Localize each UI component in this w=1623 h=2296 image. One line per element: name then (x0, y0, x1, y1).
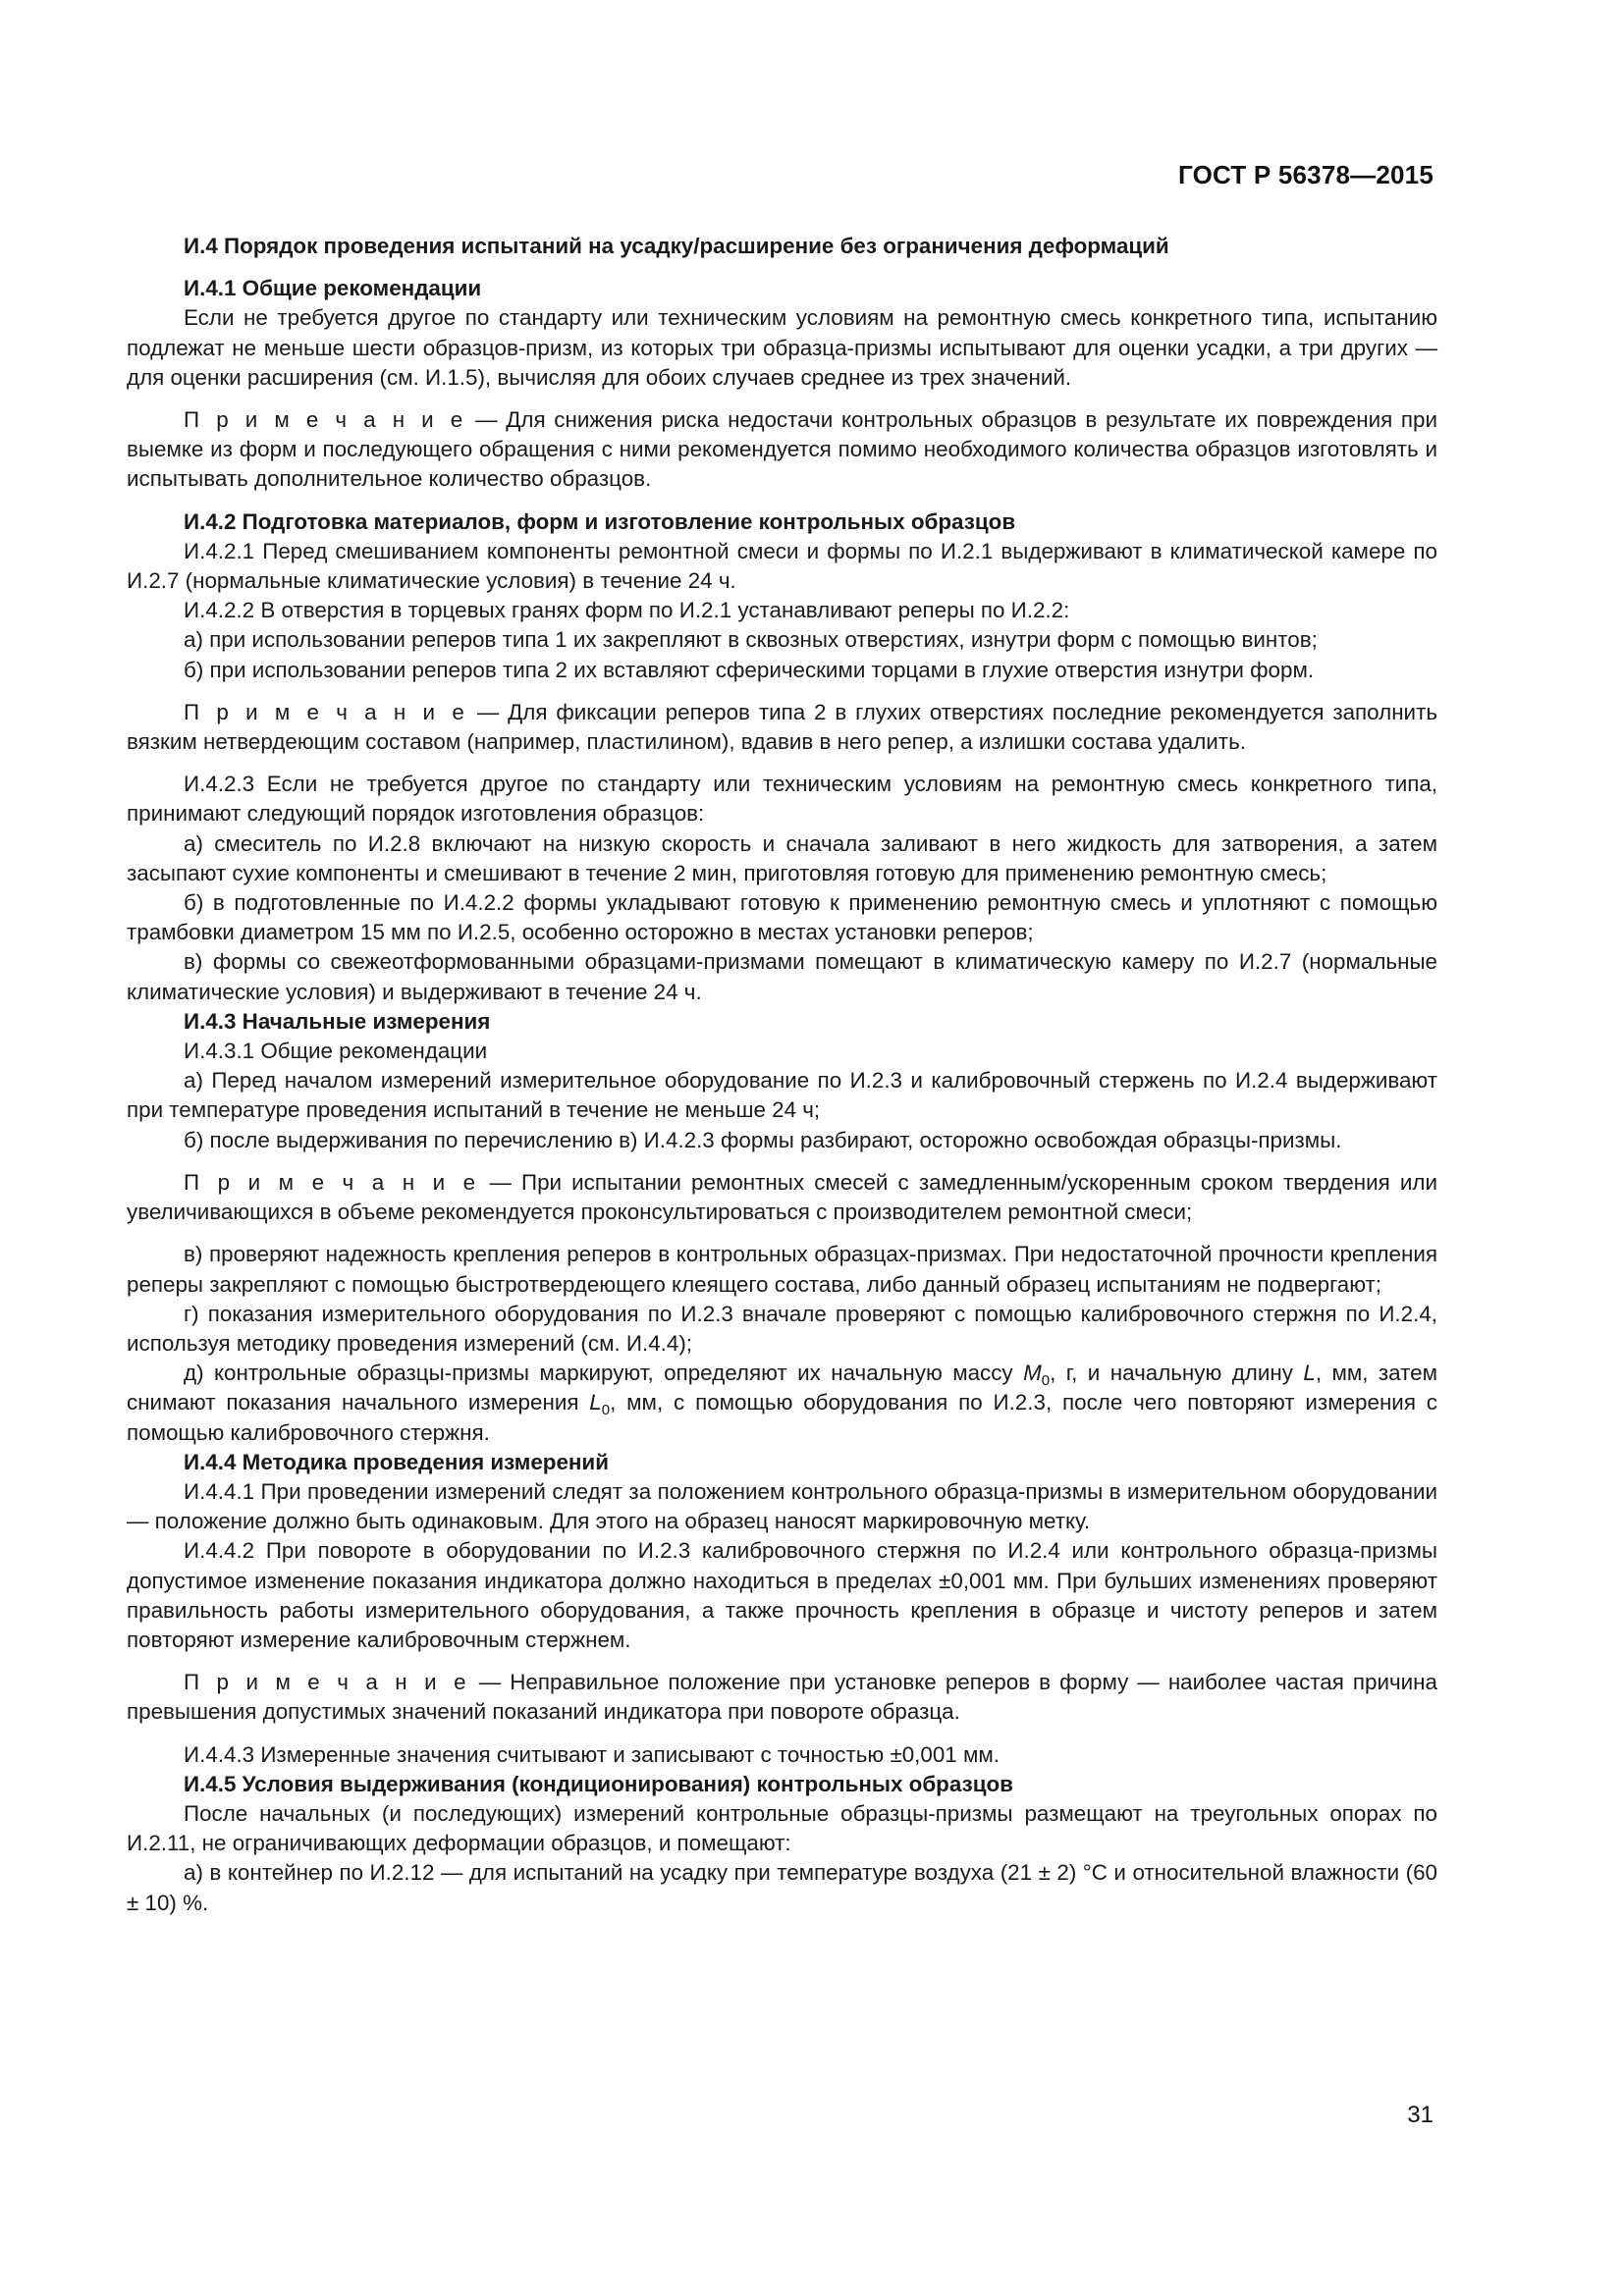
text-run: д) контрольные образцы-призмы маркируют, определяют их начальную массу (184, 1361, 1024, 1386)
list-item-i45-a: а) в контейнер по И.2.12 — для испытаний на усадку при температуре воздуха (21 ± 2) °С и относительной влажности (60 ± 10) %. (127, 1860, 1437, 1915)
subscript: 0 (1041, 1372, 1051, 1390)
section-heading-i44: И.4.4 Методика проведения измерений (184, 1449, 609, 1474)
note-text: — Для фиксации реперов типа 2 в глухих отверстиях последние рекомендуется заполнить вязким нетвердеющим составом (например, пластилином), вдавив в него репер, а излишки состава удалить. (127, 699, 1437, 755)
document-body (127, 232, 1437, 1918)
paragraph-i421: И.4.2.1 Перед смешиванием компоненты ремонтной смеси и формы по И.2.1 выдерживают в климатической камере по И.2.7 (нормальные климатические условия) в течение 24 ч. (127, 538, 1437, 594)
page-number: 31 (1407, 2102, 1434, 2128)
section-heading-i41: И.4.1 Общие рекомендации (184, 276, 482, 301)
symbol-initial-length (589, 1390, 601, 1415)
list-item-i422-a: а) при использовании реперов типа 1 их закрепляют в сквозных отверстиях, изнутри форм с помощью винтов; (184, 627, 1318, 653)
symbol-length (1303, 1361, 1315, 1385)
note-i44 (127, 1668, 1437, 1727)
section-heading-i43: И.4.3 Начальные измерения (184, 1008, 491, 1034)
paragraph-i422: И.4.2.2 В отверстия в торцевых гранях форм по И.2.1 устанавливают реперы по И.2.2: (184, 598, 1070, 623)
section-heading-i42: И.4.2 Подготовка материалов, форм и изготовление контрольных образцов (184, 508, 1016, 534)
note-i41 (127, 405, 1437, 495)
note-label: П р и м е ч а н и е (184, 1169, 480, 1195)
subscript: 0 (601, 1402, 611, 1419)
list-item-i431-c: в) проверяют надежность крепления реперов в контрольных образцах-призмах. При недостаточной прочности крепления реперы закрепляют с помощью быстротвердеющего клеящего состава, либо данный образец испытаниям не подвергают; (127, 1242, 1437, 1297)
text-run: , мм, затем снимают показания начального измерения (127, 1361, 1437, 1415)
list-item-i423-c: в) формы со свежеотформованными образцами-призмами помещают в климатическую камеру по И.2.7 (нормальные климатические условия) и выдерживают в течение 24 ч. (127, 949, 1437, 1004)
symbol-letter: M (1023, 1361, 1042, 1386)
note-label: П р и м е ч а н и е (184, 1670, 470, 1695)
symbol-mass (1023, 1361, 1042, 1385)
list-item-i423-a: а) смеситель по И.2.8 включают на низкую скорость и сначала заливают в него жидкость для затворения, а затем засыпают сухие компоненты и смешивают в течение 2 мин, приготовляя готовую для применению ремонтную смесь; (127, 830, 1437, 885)
list-item-i422-b: б) при использовании реперов типа 2 их вставляют сферическими торцами в глухие отверстия изнутри форм. (184, 657, 1315, 682)
list-item-i431-b: б) после выдерживания по перечислению в) И.4.2.3 формы разбирают, осторожно освобождая образцы-призмы. (184, 1127, 1342, 1152)
symbol-letter: L (1303, 1361, 1316, 1386)
paragraph-i431: И.4.3.1 Общие рекомендации (184, 1039, 488, 1064)
note-i42 (127, 698, 1437, 757)
section-heading-i45: И.4.5 Условия выдерживания (кондиционирования) контрольных образцов (184, 1771, 1013, 1796)
note-text: — Для снижения риска недостачи контрольных образцов в результате их повреждения при выемке из форм и последующего обращения с ними рекомендуется помимо необходимого количества образцов изготовлять и испытывать дополнительное количество образцов. (127, 407, 1437, 492)
paragraph-i41: Если не требуется другое по стандарту или техническим условиям на ремонтную смесь конкретного типа, испытанию подлежат не меньше шести образцов-призм, из которых три образца-призмы испытывают для оценки усадки, а три других — для оценки расширения (см. И.1.5), вычисляя для обоих случаев среднее из трех значений. (127, 305, 1437, 390)
paragraph-i423: И.4.2.3 Если не требуется другое по стандарту или техническим условиям на ремонтную смесь конкретного типа, принимают следующий порядок изготовления образцов: (127, 772, 1437, 827)
note-text: — При испытании ремонтных смесей с замедленным/ускоренным сроком твердения или увеличивающихся в объеме рекомендуется проконсультироваться с производителем ремонтной смеси; (127, 1169, 1437, 1225)
list-item-i431-d: г) показания измерительного оборудования по И.2.3 вначале проверяют с помощью калибровочного стержня по И.2.4, используя методику проведения измерений (см. И.4.4); (127, 1301, 1437, 1356)
paragraph-i442: И.4.4.2 При повороте в оборудовании по И.2.3 калибровочного стержня по И.2.4 или контрольного образца-призмы допустимое изменение показания индикатора должно находиться в пределах ±0,001 мм. При бульших изменениях проверяют правильность работы измерительного оборудования, а также прочность крепления в образце и чистоту реперов и затем повторяют измерение калибровочным стержнем. (127, 1538, 1437, 1652)
list-item-i423-b: б) в подготовленные по И.4.2.2 формы укладывают готовую к применению ремонтную смесь и уплотняют с помощью трамбовки диаметром 15 мм по И.2.5, особенно осторожно в местах установки реперов; (127, 890, 1437, 945)
text-run: , мм, с помощью оборудования по И.2.3, после чего повторяют измерения с помощью калибровочного стержня. (127, 1390, 1437, 1445)
text-run: , г, и начальную длину (1050, 1361, 1304, 1386)
note-label: П р и м е ч а н и е (184, 699, 468, 724)
list-item-i431-a: а) Перед началом измерений измерительное оборудование по И.2.3 и калибровочный стержень по И.2.4 выдерживают при температуре проведения испытаний в течение не меньше 24 ч; (127, 1068, 1437, 1123)
paragraph-i45: После начальных (и последующих) измерений контрольные образцы-призмы размещают на треугольных опорах по И.2.11, не ограничивающих деформации образцов, и помещают: (127, 1800, 1437, 1856)
symbol-letter: L (589, 1390, 602, 1415)
list-item-i431-e (127, 1359, 1437, 1448)
section-heading-i4: И.4 Порядок проведения испытаний на усадку/расширение без ограничения деформаций (184, 234, 1169, 258)
note-i43 (127, 1168, 1437, 1227)
note-label: П р и м е ч а н и е (184, 407, 467, 433)
paragraph-i441: И.4.4.1 При проведении измерений следят за положением контрольного образца-призмы в измерительном оборудовании — положение должно быть одинаковым. Для этого на образец наносят маркировочную метку. (127, 1478, 1437, 1534)
document-header: ГОСТ Р 56378—2015 (1178, 160, 1434, 189)
paragraph-i443: И.4.4.3 Измеренные значения считывают и записывают с точностью ±0,001 мм. (184, 1741, 1000, 1767)
note-text: — Неправильное положение при установке реперов в форму — наиболее частая причина превышения допустимых значений показаний индикатора при повороте образца. (127, 1670, 1437, 1725)
